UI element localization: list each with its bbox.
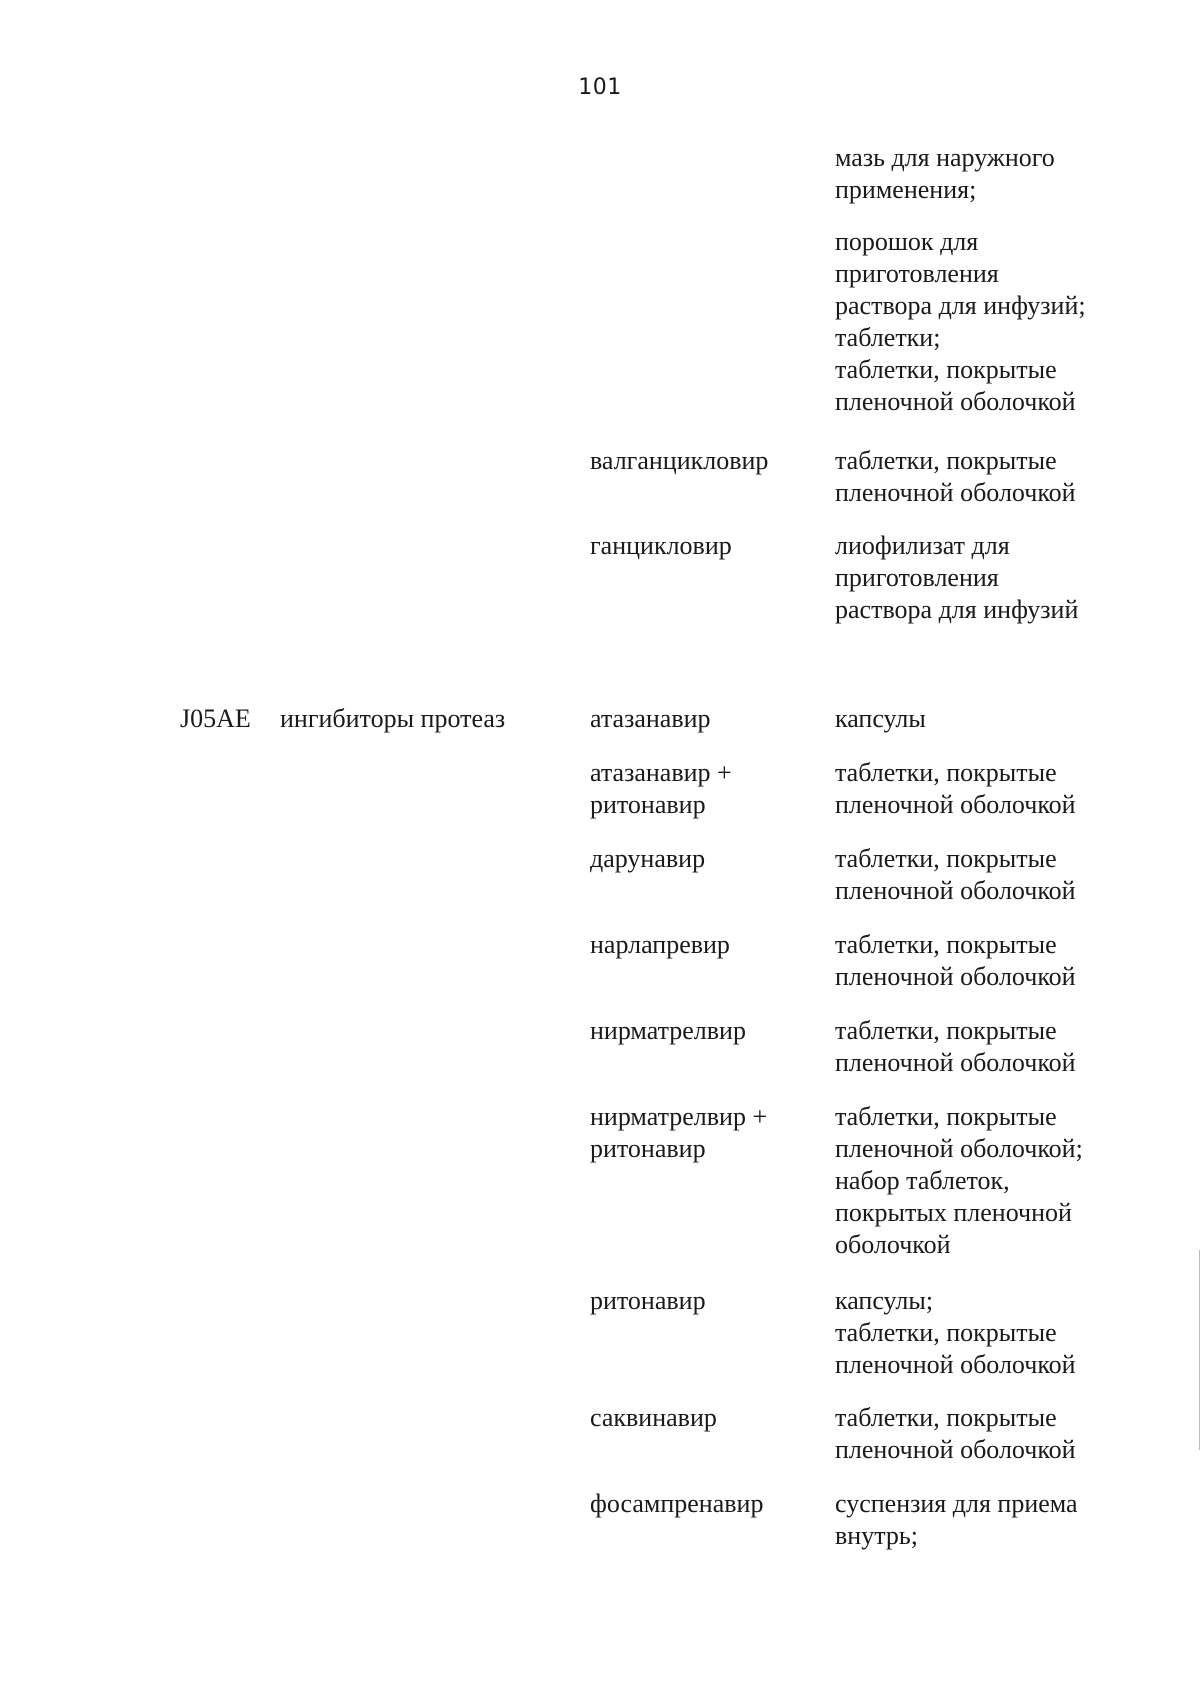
dosage-form: суспензия для приема внутрь;	[835, 1489, 1078, 1550]
dosage-form: таблетки, покрытые пленочной оболочкой; набор таблеток, покрытых пленочной оболочкой	[835, 1102, 1083, 1259]
drug-name: нарлапревир	[590, 930, 730, 959]
dosage-form: таблетки, покрытые пленочной оболочкой	[835, 930, 1076, 991]
drug-name: ритонавир	[590, 1286, 706, 1315]
dosage-form: таблетки, покрытые пленочной оболочкой	[835, 1016, 1076, 1077]
drug-name: атазанавир + ритонавир	[590, 758, 732, 819]
drug-name: саквинавир	[590, 1403, 717, 1432]
drug-name: фосампренавир	[590, 1489, 764, 1518]
dosage-form: порошок для приготовления раствора для инфузий; таблетки; таблетки, покрытые пленочной оболочкой	[835, 227, 1086, 416]
atc-group-name: ингибиторы протеаз	[280, 704, 506, 733]
dosage-form: капсулы	[835, 704, 926, 733]
dosage-form: мазь для наружного применения;	[835, 143, 1055, 204]
dosage-form: таблетки, покрытые пленочной оболочкой	[835, 758, 1076, 819]
drug-name: нирматрелвир	[590, 1016, 746, 1045]
dosage-form: капсулы; таблетки, покрытые пленочной оболочкой	[835, 1286, 1076, 1379]
page-number: 101	[578, 75, 622, 100]
drug-name: атазанавир	[590, 704, 711, 733]
drug-name: валганцикловир	[590, 446, 769, 475]
dosage-form: таблетки, покрытые пленочной оболочкой	[835, 1403, 1076, 1464]
dosage-form: лиофилизат для приготовления раствора для инфузий	[835, 531, 1079, 624]
drug-name: нирматрелвир + ритонавир	[590, 1102, 768, 1163]
atc-code: J05AE	[180, 704, 251, 733]
dosage-form: таблетки, покрытые пленочной оболочкой	[835, 446, 1076, 507]
drug-name: ганцикловир	[590, 531, 732, 560]
drug-name: дарунавир	[590, 844, 706, 873]
dosage-form: таблетки, покрытые пленочной оболочкой	[835, 844, 1076, 905]
